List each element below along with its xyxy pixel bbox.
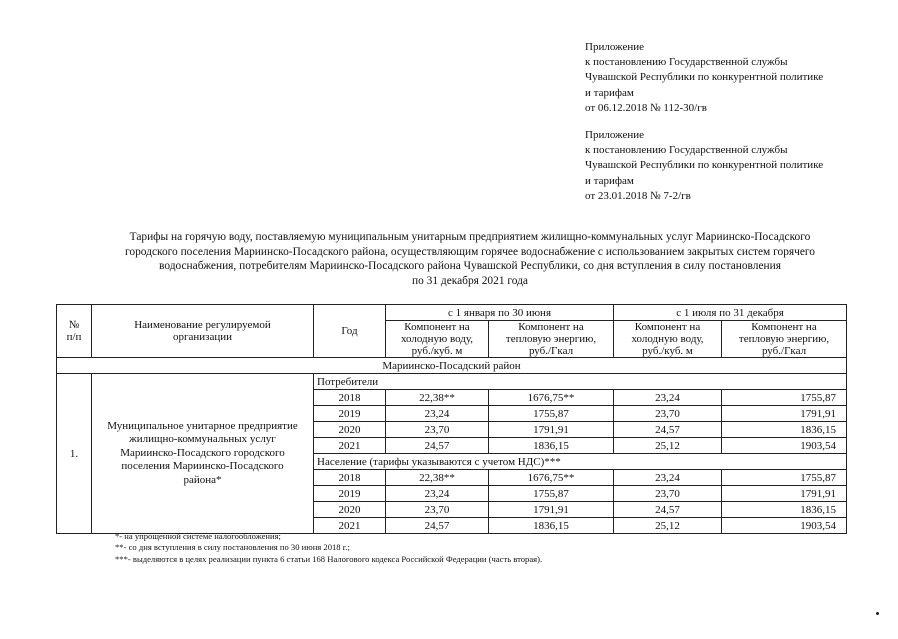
header-year: Год — [314, 305, 386, 358]
value-cell: 23,24 — [614, 470, 722, 486]
footnote: ***- выделяются в целях реализации пункта 6 статьи 168 Налогового кодекса Российской Федерации (часть вторая). — [115, 553, 543, 564]
appendix-1-line: к постановлению Государственной службы — [585, 56, 788, 69]
group-label-population: Население (тарифы указываются с учетом НДС)*** — [314, 454, 847, 470]
value-cell: 23,70 — [386, 502, 489, 518]
value-cell: 1676,75** — [489, 470, 614, 486]
appendix-2-line: Приложение — [585, 129, 645, 141]
year-cell: 2020 — [314, 502, 386, 518]
appendix-1-line: от 06.12.2018 № 112-30/гв — [585, 101, 707, 114]
title-line: водоснабжения, потребителям Мариинско-Посадского района Чувашской Республики, со дня вступления в силу постановления — [159, 260, 781, 273]
year-cell: 2019 — [314, 486, 386, 502]
year-cell: 2020 — [314, 422, 386, 438]
appendix-2-line: к постановлению Государственной службы — [585, 144, 788, 157]
year-cell: 2018 — [314, 390, 386, 406]
appendix-block-2 — [585, 128, 823, 204]
header-comp-water-2: Компонент на холодную воду, руб./куб. м — [614, 321, 722, 358]
footnote: **- со дня вступления в силу постановления по 30 июня 2018 г.; — [115, 542, 350, 553]
appendix-2-line: Чувашской Республики по конкурентной политике — [585, 159, 824, 172]
appendix-1-line: Чувашской Республики по конкурентной политике — [585, 71, 824, 84]
group-row-1 — [57, 374, 847, 390]
value-cell: 1755,87 — [722, 390, 847, 406]
value-cell: 1791,91 — [722, 406, 847, 422]
title-line: по 31 декабря 2021 года — [412, 274, 528, 287]
header-comp-water-1: Компонент на холодную воду, руб./куб. м — [386, 321, 489, 358]
value-cell: 23,24 — [614, 390, 722, 406]
value-cell: 1836,15 — [489, 438, 614, 454]
value-cell: 1836,15 — [489, 518, 614, 534]
value-cell: 23,24 — [386, 406, 489, 422]
value-cell: 1755,87 — [489, 486, 614, 502]
value-cell: 23,70 — [386, 422, 489, 438]
title-line: городского поселения Мариинско-Посадского района, осуществляющим горячее водоснабжение с использованием закрытых систем горячего — [125, 245, 815, 258]
value-cell: 23,70 — [614, 406, 722, 422]
value-cell: 1903,54 — [722, 518, 847, 534]
district-name: Мариинско-Посадский район — [57, 358, 847, 374]
year-cell: 2021 — [314, 518, 386, 534]
value-cell: 1836,15 — [722, 502, 847, 518]
value-cell: 23,70 — [614, 486, 722, 502]
appendix-2-line: от 23.01.2018 № 7-2/гв — [585, 189, 691, 202]
footnote: *- на упрощенной системе налогообложения; — [115, 531, 281, 541]
header-comp-heat-2: Компонент на тепловую энергию, руб./Гкал — [722, 321, 847, 358]
value-cell: 22,38** — [386, 470, 489, 486]
footnotes — [115, 531, 542, 565]
value-cell: 24,57 — [386, 438, 489, 454]
value-cell: 1791,91 — [722, 486, 847, 502]
value-cell: 1791,91 — [489, 502, 614, 518]
scan-speck — [876, 612, 879, 615]
value-cell: 1791,91 — [489, 422, 614, 438]
value-cell: 1755,87 — [722, 470, 847, 486]
header-row-periods — [57, 305, 847, 321]
header-period-1: с 1 января по 30 июня — [386, 305, 614, 321]
appendix-1-line: Приложение — [585, 41, 645, 53]
value-cell: 1903,54 — [722, 438, 847, 454]
header-comp-heat-1: Компонент на тепловую энергию, руб./Гкал — [489, 321, 614, 358]
appendix-2-line: и тарифам — [585, 174, 634, 187]
header-num: № п/п — [57, 305, 92, 358]
year-cell: 2021 — [314, 438, 386, 454]
tariff-table — [56, 304, 847, 534]
document-title — [70, 230, 870, 288]
value-cell: 1836,15 — [722, 422, 847, 438]
value-cell: 25,12 — [614, 518, 722, 534]
year-cell: 2019 — [314, 406, 386, 422]
group-label-consumers: Потребители — [314, 374, 847, 390]
row-number: 1. — [57, 374, 92, 534]
value-cell: 24,57 — [614, 422, 722, 438]
value-cell: 25,12 — [614, 438, 722, 454]
organization-name: Муниципальное унитарное предприятие жилищно-коммунальных услуг Мариинско-Посадского городского поселения Мариинско-Посадского района* — [92, 374, 314, 534]
year-cell: 2018 — [314, 470, 386, 486]
value-cell: 22,38** — [386, 390, 489, 406]
title-line: Тарифы на горячую воду, поставляемую муниципальным унитарным предприятием жилищно-коммунальных услуг Мариинско-Посадского — [129, 231, 811, 243]
value-cell: 1755,87 — [489, 406, 614, 422]
appendix-1-line: и тарифам — [585, 86, 634, 99]
district-row — [57, 358, 847, 374]
header-org: Наименование регулируемой организации — [92, 305, 314, 358]
value-cell: 24,57 — [614, 502, 722, 518]
value-cell: 23,24 — [386, 486, 489, 502]
value-cell: 24,57 — [386, 518, 489, 534]
appendix-block-1 — [585, 40, 823, 116]
value-cell: 1676,75** — [489, 390, 614, 406]
header-period-2: с 1 июля по 31 декабря — [614, 305, 847, 321]
